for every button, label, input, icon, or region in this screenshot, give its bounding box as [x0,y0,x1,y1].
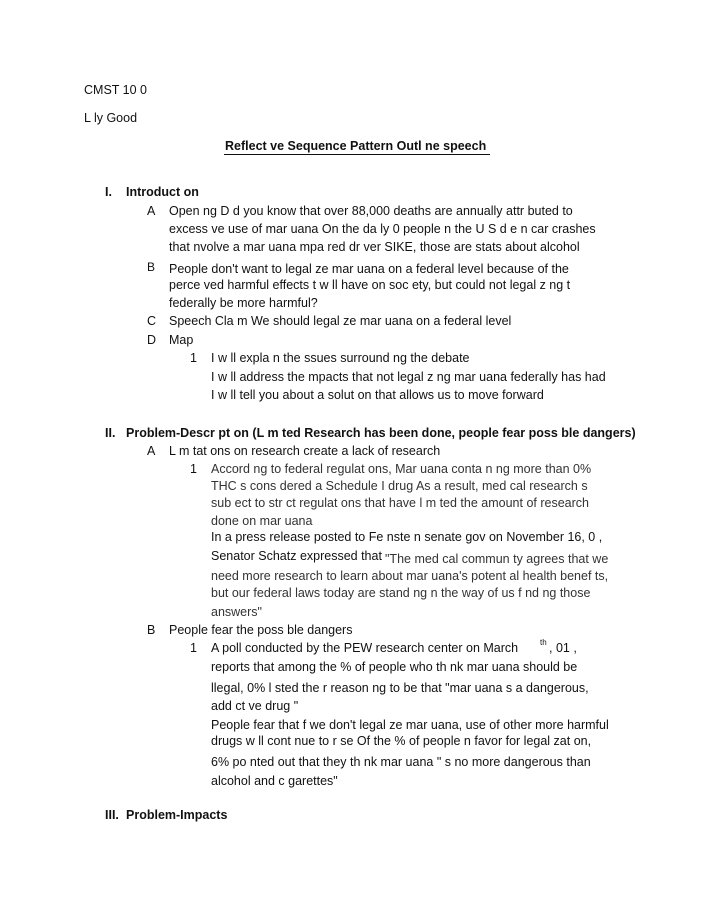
outline-letter: B [147,260,156,274]
superscript-text: th [540,638,547,647]
outline-text: Map [169,333,194,347]
outline-text: perce ved harmful effects t w ll have on soc ety, but could not legal z ng t [169,278,571,292]
outline-text: federally be more harmful? [169,296,318,310]
outline-number: 1 [190,641,197,655]
author-name: L ly Good [84,111,138,125]
section-numeral: I. [105,185,112,199]
section-heading: Problem-Descr pt on (L m ted Research has been done, people fear poss ble dangers) [126,426,636,440]
outline-text: excess ve use of mar uana On the da ly 0 people n the U S d e n car crashes [169,222,596,236]
outline-text: llegal, 0% l sted the r reason ng to be that "mar uana s a dangerous, [211,681,589,695]
outline-text: alcohol and c garettes" [211,774,338,788]
outline-text: I w ll address the mpacts that not legal z ng mar uana federally has had [211,370,606,384]
section-numeral: II. [105,426,116,440]
outline-text: THC s cons dered a Schedule I drug As a result, med cal research s [211,479,588,493]
outline-text: In a press release posted to Fe nste n senate gov on November 16, 0 , [211,530,603,544]
section-numeral: III. [105,808,119,822]
outline-letter: D [147,333,157,347]
outline-text: Accord ng to federal regulat ons, Mar uana conta n ng more than 0% [211,462,592,476]
title-underline [224,154,490,155]
outline-text: People don't want to legal ze mar uana on a federal level because of the [169,262,569,276]
quote-text: answers" [211,605,262,619]
outline-text: drugs w ll cont nue to r se Of the % of people n favor for legal zat on, [211,734,592,748]
outline-text: 6% po nted out that they th nk mar uana " s no more dangerous than [211,755,591,769]
outline-number: 1 [190,462,197,476]
outline-text: People fear that f we don't legal ze mar uana, use of other more harmful [211,718,609,732]
outline-text: Senator Schatz expressed that [211,549,382,563]
quote-text: need more research to learn about mar uana's potent al health benef ts, [211,569,609,583]
outline-letter: C [147,314,157,328]
outline-text: Open ng D d you know that over 88,000 deaths are annually attr buted to [169,204,573,218]
document-title: Reflect ve Sequence Pattern Outl ne speech [225,139,487,153]
outline-number: 1 [190,351,197,365]
outline-text: A poll conducted by the PEW research center on March [211,641,519,655]
section-heading: Problem-Impacts [126,808,228,822]
outline-letter: B [147,623,156,637]
outline-text: , 01 , [549,641,577,655]
outline-letter: A [147,444,156,458]
course-code: CMST 10 0 [84,83,147,97]
outline-text: add ct ve drug " [211,699,299,713]
outline-text: I w ll tell you about a solut on that allows us to move forward [211,388,544,402]
outline-text: reports that among the % of people who th nk mar uana should be [211,660,578,674]
outline-text: I w ll expla n the ssues surround ng the debate [211,351,470,365]
outline-text: that nvolve a mar uana mpa red dr ver SIKE, those are stats about alcohol [169,240,580,254]
outline-text: People fear the poss ble dangers [169,623,353,637]
outline-text: sub ect to str ct regulat ons that have l m ted the amount of research [211,496,589,510]
outline-text: done on mar uana [211,514,313,528]
outline-letter: A [147,204,156,218]
quote-text: "The med cal commun ty agrees that we [385,552,609,566]
section-heading: Introduct on [126,185,199,199]
quote-text: but our federal laws today are stand ng n the way of us f nd ng those [211,586,591,600]
outline-text: L m tat ons on research create a lack of research [169,444,441,458]
outline-text: Speech Cla m We should legal ze mar uana on a federal level [169,314,512,328]
